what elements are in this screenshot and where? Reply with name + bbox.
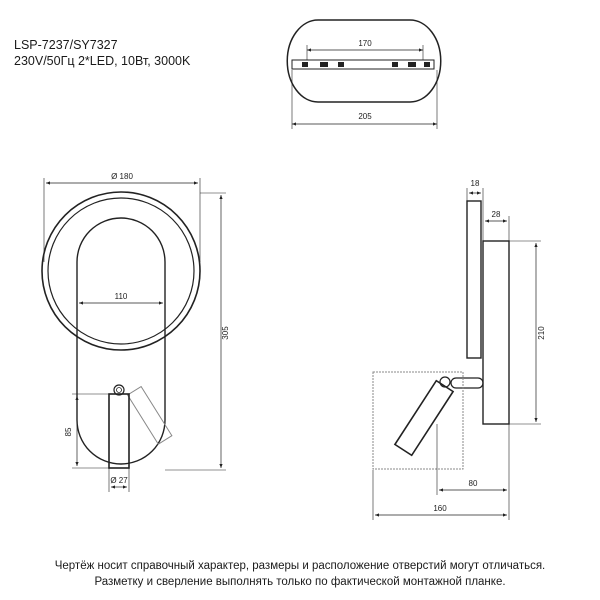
top-dim-outer: 205 [358,112,372,121]
side-dim-body: 28 [491,210,501,219]
disclaimer-line-1: Чертёж носит справочный характер, размеры и расположение отверстий могут отличаться. [54,560,546,572]
side-dim-plate: 18 [470,179,480,188]
ring-inner [48,198,194,344]
top-view [287,20,441,129]
front-dim-lower: 85 [64,427,73,437]
side-body [483,241,509,424]
disclaimer-line-2: Разметку и сверление выполнять только по фактической монтажной планке. [94,576,506,588]
electrical-specs: 230V/50Гц 2*LED, 10Вт, 3000K [14,54,191,68]
ring-outer [42,192,200,350]
front-dim-height: 305 [221,326,230,340]
side-arm [451,378,483,388]
side-dim-depth: 80 [468,479,478,488]
front-view [42,172,230,492]
front-dim-width: 110 [114,292,128,301]
wall-plate [77,218,165,464]
side-spot [395,381,453,456]
front-dim-spot: Ø 27 [110,476,128,485]
top-dim-inner: 170 [358,39,372,48]
side-dim-height: 210 [537,326,546,340]
side-ghost [373,372,463,469]
side-dim-total: 160 [433,504,447,513]
model-number: LSP-7237/SY7327 [14,38,118,52]
front-dim-diameter: Ø 180 [111,172,133,181]
top-view-body [287,20,441,102]
side-plate [467,201,481,358]
side-view [373,179,546,520]
spot-lamp [109,394,129,468]
